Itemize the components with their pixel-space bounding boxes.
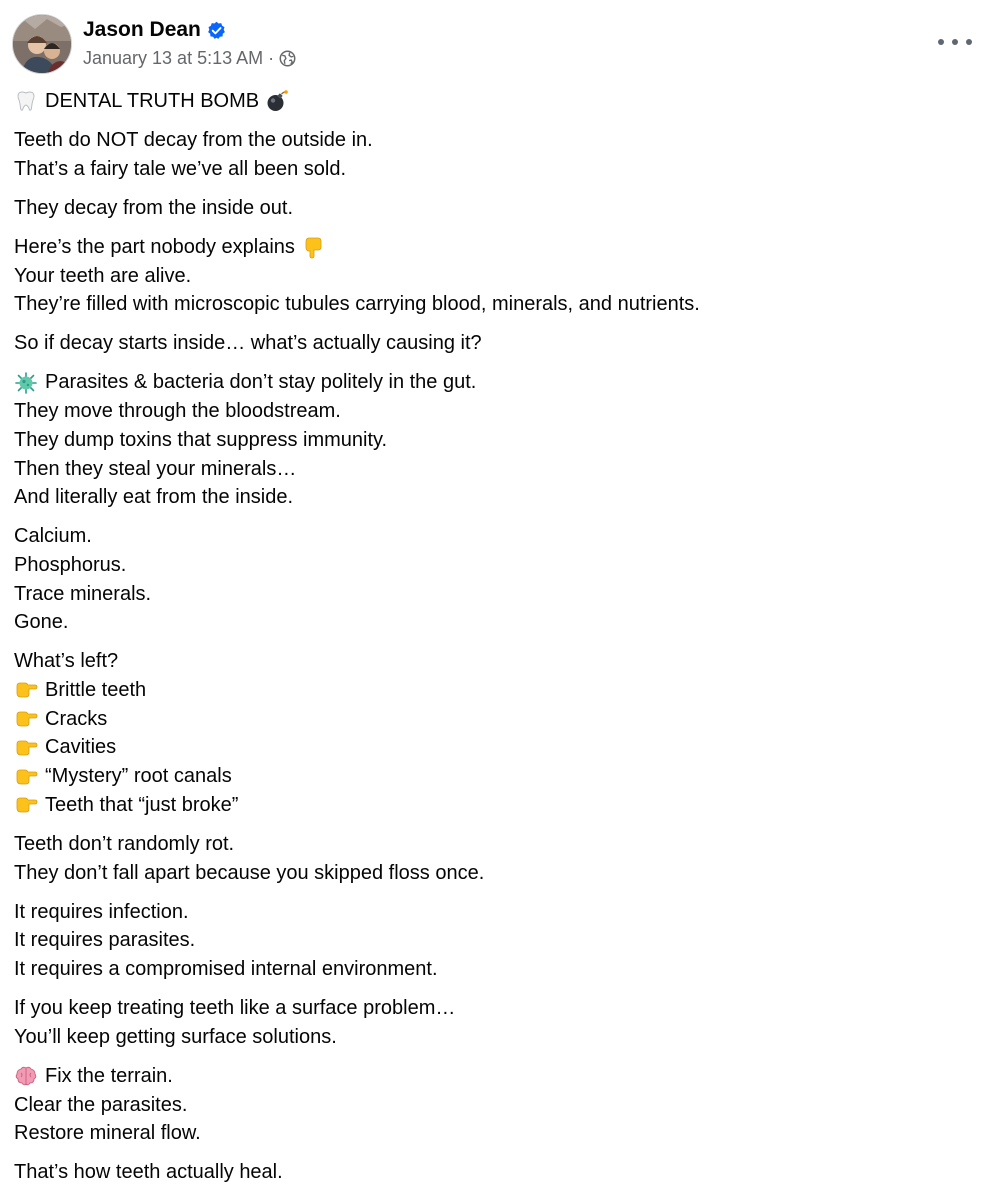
author-name[interactable]: Jason Dean xyxy=(83,18,201,41)
text-line: Gone. xyxy=(14,611,69,634)
paragraph xyxy=(14,1062,974,1148)
post-text: Cracks xyxy=(45,707,108,730)
globe-icon[interactable] xyxy=(279,50,296,67)
author-row xyxy=(83,18,226,42)
post-text: “Mystery” root canals xyxy=(45,765,232,788)
text-line: If you keep treating teeth like a surface problem… xyxy=(14,997,456,1020)
brain-emoji-icon xyxy=(14,1064,38,1088)
text-line: Calcium. xyxy=(14,525,92,548)
verified-badge-icon xyxy=(207,21,226,40)
pointing-right-emoji-icon xyxy=(14,678,38,702)
paragraph xyxy=(14,1158,974,1187)
more-dot xyxy=(952,39,958,45)
text-line xyxy=(14,233,974,262)
text-line: Teeth don’t randomly rot. xyxy=(14,832,235,855)
list-item xyxy=(14,791,974,820)
post-text: Parasites & bacteria don’t stay politely in the gut. xyxy=(45,371,477,394)
text-line: Trace minerals. xyxy=(14,582,152,605)
text-line: Restore mineral flow. xyxy=(14,1122,201,1145)
text-line: It requires a compromised internal environment. xyxy=(14,958,438,981)
tooth-emoji-icon xyxy=(14,89,38,113)
text-line: They’re filled with microscopic tubules carrying blood, minerals, and nutrients. xyxy=(14,293,700,316)
text-line xyxy=(14,1062,974,1091)
post-text: DENTAL TRUTH BOMB xyxy=(45,90,260,112)
text-line: Then they steal your minerals… xyxy=(14,457,297,480)
list-item xyxy=(14,762,974,791)
meta-separator: · xyxy=(268,48,275,68)
paragraph xyxy=(14,830,974,887)
post-timestamp[interactable]: January 13 at 5:13 AM xyxy=(83,48,264,68)
text-line: Clear the parasites. xyxy=(14,1093,188,1116)
text-line: You’ll keep getting surface solutions. xyxy=(14,1025,337,1048)
avatar[interactable] xyxy=(12,14,72,74)
paragraph-list xyxy=(14,647,974,819)
more-options-icon[interactable] xyxy=(938,30,972,54)
paragraph-headline xyxy=(14,87,974,116)
text-line: So if decay starts inside… what’s actually causing it? xyxy=(14,332,482,355)
post-body xyxy=(14,87,974,1197)
post-text: Brittle teeth xyxy=(45,679,147,702)
more-dot xyxy=(938,39,944,45)
paragraph xyxy=(14,994,974,1051)
pointing-right-emoji-icon xyxy=(14,736,38,760)
microbe-emoji-icon xyxy=(14,371,38,395)
paragraph xyxy=(14,126,974,183)
post-meta xyxy=(83,48,296,69)
post-text: Fix the terrain. xyxy=(45,1064,173,1087)
list-item xyxy=(14,676,974,705)
text-line: Teeth do NOT decay from the outside in. xyxy=(14,129,373,152)
bomb-emoji-icon xyxy=(265,89,289,113)
text-line xyxy=(14,368,974,397)
post-text: Here’s the part nobody explains xyxy=(14,235,295,258)
text-line: Your teeth are alive. xyxy=(14,264,192,287)
text-line: It requires infection. xyxy=(14,900,189,923)
text-line: Phosphorus. xyxy=(14,553,127,576)
paragraph xyxy=(14,194,974,223)
text-line: And literally eat from the inside. xyxy=(14,486,294,509)
paragraph xyxy=(14,522,974,637)
paragraph xyxy=(14,898,974,984)
text-line xyxy=(14,87,974,116)
post-text: Teeth that “just broke” xyxy=(45,793,239,816)
text-line: They don’t fall apart because you skipped floss once. xyxy=(14,861,485,884)
pointing-right-emoji-icon xyxy=(14,793,38,817)
paragraph xyxy=(14,329,974,358)
pointing-right-emoji-icon xyxy=(14,765,38,789)
pointing-down-emoji-icon xyxy=(301,235,325,259)
more-dot xyxy=(966,39,972,45)
text-line: What’s left? xyxy=(14,650,119,673)
post-text: Cavities xyxy=(45,736,117,759)
text-line: It requires parasites. xyxy=(14,929,196,952)
text-line: They move through the bloodstream. xyxy=(14,400,341,423)
paragraph xyxy=(14,233,974,319)
text-line: They dump toxins that suppress immunity. xyxy=(14,428,388,451)
text-line: They decay from the inside out. xyxy=(14,196,294,219)
text-line: That’s a fairy tale we’ve all been sold. xyxy=(14,157,347,180)
text-line: That’s how teeth actually heal. xyxy=(14,1161,283,1184)
post-header xyxy=(12,14,986,76)
paragraph xyxy=(14,368,974,511)
list-item xyxy=(14,733,974,762)
pointing-right-emoji-icon xyxy=(14,707,38,731)
list-item xyxy=(14,705,974,734)
